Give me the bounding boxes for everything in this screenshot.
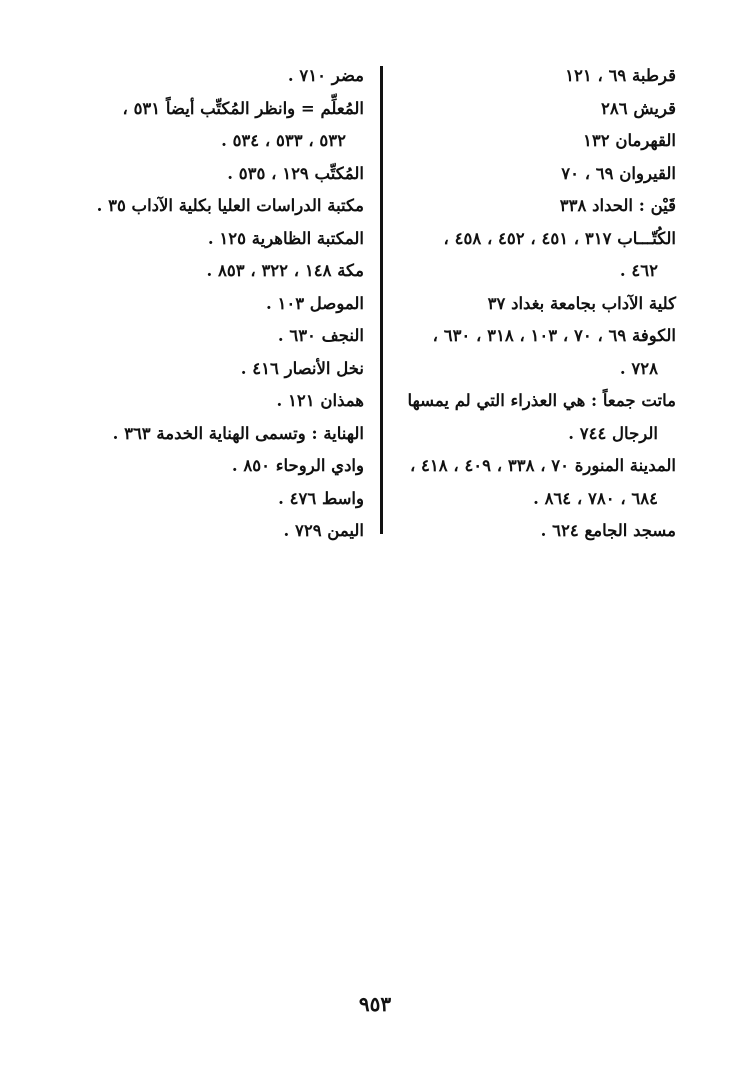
- index-entry: مكتبة الدراسات العليا بكلية الآداب ٣٥ .: [96, 196, 364, 215]
- index-entry: مكة ١٤٨ ، ٣٢٢ ، ٨٥٣ .: [206, 261, 364, 280]
- column-divider: [380, 66, 383, 534]
- index-entry: الكُتّـــاب ٣١٧ ، ٤٥١ ، ٤٥٢ ، ٤٥٨ ،: [443, 228, 676, 248]
- index-column-left: [74, 60, 364, 548]
- index-entry: اليمن ٧٢٩ .: [283, 521, 364, 540]
- index-column-right: [376, 60, 676, 548]
- index-entry: القيروان ٦٩ ، ٧٠: [561, 163, 676, 183]
- index-entry: الكوفة ٦٩ ، ٧٠ ، ١٠٣ ، ٣١٨ ، ٦٣٠ ،: [432, 326, 676, 345]
- index-entry: وادي الروحاء ٨٥٠ .: [231, 456, 364, 475]
- index-entry: همذان ١٢١ .: [276, 391, 364, 410]
- index-entry: ماتت جمعاً : هي العذراء التي لم يمسها: [407, 391, 676, 410]
- index-entry: قرطبة ٦٩ ، ١٢١: [565, 66, 676, 85]
- index-entry: مضر ٧١٠ .: [287, 66, 364, 85]
- index-entry: المدينة المنورة ٧٠ ، ٣٣٨ ، ٤٠٩ ، ٤١٨ ،: [409, 456, 676, 475]
- index-entry: المُعلِّم = وانظر المُكتِّب أيضاً ٥٣١ ،: [122, 98, 364, 118]
- index-entry-continuation: ٦٨٤ ، ٧٨٠ ، ٨٦٤ .: [533, 488, 658, 508]
- page-number: ٩٥٣: [358, 992, 392, 1016]
- index-entry-continuation: الرجال ٧٤٤ .: [568, 423, 658, 443]
- index-entry: قريش ٢٨٦: [601, 98, 676, 118]
- index-entry-continuation: ٥٣٢ ، ٥٣٣ ، ٥٣٤ .: [221, 131, 346, 150]
- index-entry-continuation: ٧٢٨ .: [619, 358, 658, 378]
- index-entry: واسط ٤٧٦ .: [278, 488, 364, 508]
- index-entry-continuation: ٤٦٢ .: [619, 261, 658, 280]
- index-entry: نخل الأنصار ٤١٦ .: [240, 358, 364, 378]
- index-entry: الموصل ١٠٣ .: [265, 293, 364, 313]
- index-entry: النجف ٦٣٠ .: [277, 326, 364, 345]
- index-entry: المكتبة الظاهرية ١٢٥ .: [207, 228, 364, 248]
- index-entry: القهرمان ١٣٢: [583, 131, 676, 150]
- index-entry: مسجد الجامع ٦٢٤ .: [540, 521, 676, 540]
- index-entry: قَيْن : الحداد ٣٣٨: [559, 196, 676, 215]
- index-entry: الهناية : وتسمى الهناية الخدمة ٣٦٣ .: [112, 423, 364, 443]
- index-entry: المُكتِّب ١٢٩ ، ٥٣٥ .: [227, 163, 364, 183]
- index-entry: كلية الآداب بجامعة بغداد ٣٧: [487, 293, 676, 313]
